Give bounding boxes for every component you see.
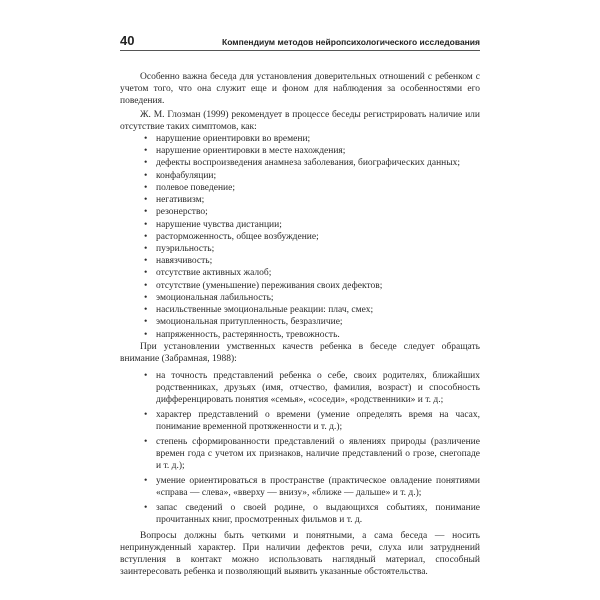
- list-item: • характер представлений о времени (умение определять время на часах, понимание временной протяженности и т. д.);: [120, 409, 480, 433]
- list-item: • нарушение ориентировки во времени;: [120, 133, 480, 145]
- page-number: 40: [120, 33, 135, 48]
- list-item: • резонерство;: [120, 206, 480, 218]
- page-body: [120, 71, 480, 578]
- attention-list: [120, 370, 480, 526]
- paragraph-intro: Особенно важна беседа для установления доверительных отношений с ребенком с учетом того, что она служит еще и фоном для наблюдения за особенностями его поведения.: [120, 72, 480, 106]
- list-item: • пуэрильность;: [120, 243, 480, 255]
- list-item: • навязчивость;: [120, 255, 480, 267]
- list-item: • нарушение ориентировки в месте нахождения;: [120, 145, 480, 157]
- list-item: • степень сформированности представлений о явлениях природы (различение времен года с учетом их признаков, наличие представлений о грозе, снегопаде и т. д.);: [120, 436, 480, 472]
- list-item: • полевое поведение;: [120, 182, 480, 194]
- list-item: • дефекты воспроизведения анамнеза заболевания, биографических данных;: [120, 157, 480, 169]
- list-item: • эмоциональная лабильность;: [120, 292, 480, 304]
- paragraph-attention-lead: При установлении умственных качеств ребенка в беседе следует обращать внимание (Забрамная, 1988):: [120, 341, 480, 364]
- paragraph-symptoms-lead: Ж. М. Глозман (1999) рекомендует в процессе беседы регистрировать наличие или отсутствие таких симптомов, как:: [120, 110, 480, 132]
- list-item: • насильственные эмоциональные реакции: плач, смех;: [120, 304, 480, 316]
- list-item: • расторможенность, общее возбуждение;: [120, 231, 480, 243]
- paragraph-closing: Вопросы должны быть четкими и понятными, а сама беседа — носить непринужденный характер. При наличии дефектов речи, слуха или затруднений вступления в контакт можно использовать наглядный материал, способный заинтересовать ребенка и позволяющий выявить указанные обстоятельства.: [120, 530, 480, 577]
- list-item: • запас сведений о своей родине, о выдающихся событиях, понимание прочитанных книг, просмотренных фильмов и т. д.: [120, 502, 480, 526]
- symptom-list: [120, 133, 480, 341]
- list-item: • на точность представлений ребенка о себе, своих родителях, ближайших родственниках, друзьях (имя, отчество, фамилия, возраст) и способность дифференцировать понятия «семья», «соседи», «родственники» и т. д.;: [120, 370, 480, 406]
- list-item: • отсутствие (уменьшение) переживания своих дефектов;: [120, 280, 480, 292]
- list-item: • нарушение чувства дистанции;: [120, 219, 480, 231]
- list-item: • эмоциональная притупленность, безразличие;: [120, 316, 480, 328]
- list-item: • конфабуляции;: [120, 170, 480, 182]
- running-header: [120, 34, 480, 51]
- running-title: Компендиум методов нейропсихологического исследования: [222, 37, 480, 47]
- list-item: • отсутствие активных жалоб;: [120, 267, 480, 279]
- list-item: • напряженность, растерянность, тревожность.: [120, 329, 480, 341]
- list-item: • негативизм;: [120, 194, 480, 206]
- list-item: • умение ориентироваться в пространстве (практическое овладение понятиями «справа — слева», «вверху — внизу», «ближе — дальше» и т. д.);: [120, 475, 480, 499]
